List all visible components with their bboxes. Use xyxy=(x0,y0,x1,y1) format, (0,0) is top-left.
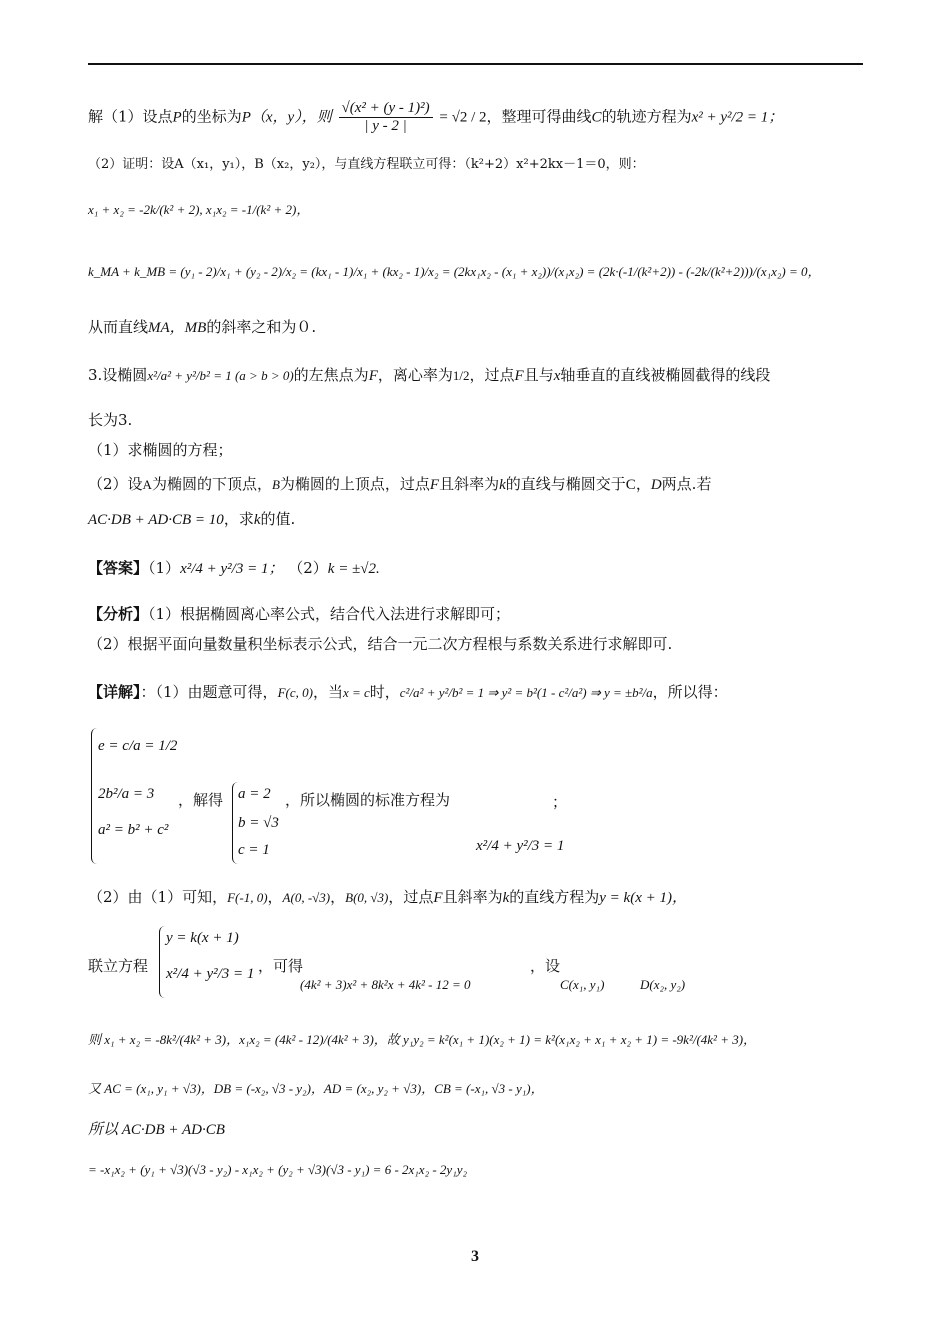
sub-question-2 xyxy=(88,474,864,495)
text: 的直线与椭圆交于 xyxy=(505,475,626,493)
text: （1）根据椭圆离心率公式，结合代入法进行求解即可； xyxy=(148,605,511,623)
detail-line-3-label: 联立方程 xyxy=(88,957,149,975)
prev-solution-line-3: x₁ + x₂ = -2k/(k² + 2), x₁x₂ = -1/(k² + 2)， xyxy=(88,202,310,217)
text: 轴垂直的直线被椭圆截得的线段 xyxy=(560,366,771,384)
focus-coordinate: F(c, 0) xyxy=(277,685,313,700)
text: （1） xyxy=(148,559,181,577)
text: 且与 xyxy=(523,366,554,384)
var: k xyxy=(499,477,506,493)
analysis-line-2: （2）根据平面向量数量积坐标表示公式，结合一元二次方程根与系数关系进行求解即可. xyxy=(88,635,673,653)
detail-line-5: 又 AC = (x₁, y₁ + √3)，DB = (-x₂, √3 - y₂)，AD = (x₂, y₂ + √3)，CB = (-x₁, √3 - y₁)， xyxy=(88,1081,544,1096)
text: 且斜率为 xyxy=(439,475,500,493)
quadratic-equation: (4k² + 3)x² + 8k²x + 4k² - 12 = 0 xyxy=(300,977,471,992)
detail-line-7: = -x₁x₂ + (y₁ + √3)(√3 - y₂) - x₁x₂ + (y₂ + √3)(√3 - y₁) = 6 - 2x₁x₂ - 2y₁y₂ xyxy=(88,1162,468,1177)
var: k xyxy=(253,512,261,528)
text: 的值. xyxy=(260,510,296,528)
detail-line-6: 所以 AC·DB + AD·CB xyxy=(88,1122,225,1138)
detail-label: 【详解】 xyxy=(88,683,141,701)
text: P（x，y），则 xyxy=(241,109,332,126)
var: C xyxy=(591,109,602,126)
text: 的轨迹方程为 xyxy=(601,107,692,126)
text: （2）设 xyxy=(88,475,143,493)
var: B xyxy=(271,477,280,492)
point-b: B(0, √3) xyxy=(345,890,389,905)
text: 的斜率之和为０. xyxy=(206,318,317,336)
text: 的坐标为 xyxy=(181,107,242,126)
var: F xyxy=(429,477,440,493)
system-brace-1 xyxy=(91,728,98,864)
text: 3.设椭圆 xyxy=(88,366,148,384)
var: x xyxy=(553,368,561,384)
focus-point: F(-1, 0) xyxy=(227,890,268,905)
var: D xyxy=(650,477,662,493)
ellipse-equation: x²/a² + y²/b² = 1 (a > b > 0) xyxy=(147,368,294,383)
var: k xyxy=(502,890,510,906)
header-rule xyxy=(88,63,863,65)
var: MA，MB xyxy=(148,320,207,336)
math: x = c xyxy=(342,685,370,700)
text: 时， xyxy=(369,683,400,701)
answer-label: 【答案】 xyxy=(88,559,149,577)
fraction-denominator: | y - 2 | xyxy=(364,118,407,134)
semicolon: ； xyxy=(552,793,568,811)
distance-ratio-fraction xyxy=(339,100,433,135)
ratio-value: = √2 / 2 xyxy=(439,109,487,126)
system-2-eq-3: c = 1 xyxy=(238,842,270,858)
var: F xyxy=(368,368,378,384)
prev-solution-line-2: （2）证明：设A（x₁，y₁），B（x₂，y₂），与直线方程联立可得：（k²+2）x²+2kx－1＝0，则： xyxy=(88,157,645,172)
derivation: c²/a² + y²/b² = 1 ⇒ y² = b²(1 - c²/a²) ⇒ y = ±b²/a xyxy=(399,685,653,700)
detail-line-2: （2）由（1）可知，F(-1, 0)，A(0, -√3)，B(0, √3)，过点F且斜率为k的直线方程为y = k(x + 1)， xyxy=(88,888,687,906)
text: ，整理可得曲线 xyxy=(486,107,592,126)
text: （2）由（1）可知， xyxy=(88,888,228,906)
prev-solution-line-4: k_MA + k_MB = (y₁ - 2)/x₁ + (y₂ - 2)/x₂ = (kx₁ - 1)/x₁ + (kx₂ - 1)/x₂ = (2kx₁x₂ - (x₁ + x₂))/(x₁x₂) = (2k·(-1/(k²+2)) - (-2k/(k²+2)))/(x₁x₂) = 0， xyxy=(88,264,821,279)
text: 为椭圆的下顶点， xyxy=(151,475,272,493)
text: ：（1）由题意可得， xyxy=(140,683,278,701)
detail-line-1 xyxy=(88,682,864,703)
prev-solution-line-1 xyxy=(88,100,864,135)
locus-equation: x² + y²/2 = 1； xyxy=(691,109,784,126)
text: ，过点 xyxy=(469,366,515,384)
point-a: A(0, -√3) xyxy=(282,890,331,905)
system-2-eq-1: a = 2 xyxy=(238,786,271,802)
text: ，求 xyxy=(223,510,254,528)
dot-product-condition: AC·DB + AD·CB = 10 xyxy=(88,512,224,528)
system-3-eq-2: x²/4 + y²/3 = 1 xyxy=(166,966,255,982)
text: 两点.若 xyxy=(661,475,712,493)
text: 解（1）设点 xyxy=(88,107,173,126)
detail-line-3-set: ，设 xyxy=(530,957,561,975)
var: F xyxy=(433,890,443,906)
text: 且斜率为 xyxy=(442,888,503,906)
system-1-eq-3: a² = b² + c² xyxy=(98,822,169,838)
text: 的左焦点为 xyxy=(293,366,369,384)
fraction-numerator: √(x² + (y - 1)²) xyxy=(339,100,433,118)
text: ， xyxy=(635,475,651,493)
prev-solution-line-5 xyxy=(88,317,864,338)
answer-section xyxy=(88,558,864,579)
analysis-label: 【分析】 xyxy=(88,605,149,623)
text: ，过点 xyxy=(388,888,434,906)
text: ，当 xyxy=(312,683,343,701)
page-number: 3 xyxy=(471,1248,479,1265)
text: 的直线方程为 xyxy=(509,888,600,906)
var: F xyxy=(514,368,524,384)
line-equation: y = k(x + 1)， xyxy=(599,890,687,906)
system-1-eq-2: 2b²/a = 3 xyxy=(98,786,155,802)
text: （2） xyxy=(288,559,328,577)
problem-statement xyxy=(88,365,864,386)
text: ，可得 xyxy=(258,957,304,975)
system-1-eq-1: e = c/a = 1/2 xyxy=(98,738,178,754)
system-brace-3 xyxy=(159,926,166,998)
var: P xyxy=(172,109,182,126)
system-2-eq-2: b = √3 xyxy=(238,815,279,831)
sub-question-1: （1）求椭圆的方程； xyxy=(88,441,233,459)
text: ，所以得： xyxy=(652,683,728,701)
point-d: D(x₂, y₂) xyxy=(640,977,686,992)
var: C xyxy=(625,477,636,493)
text: 从而直线 xyxy=(88,318,149,336)
point-c: C(x₁, y₁) xyxy=(560,977,605,992)
text: 为椭圆的上顶点，过点 xyxy=(279,475,430,493)
solve-text: ，解得 xyxy=(178,791,224,809)
standard-equation-text: ，所以椭圆的标准方程为 xyxy=(285,791,451,809)
detail-line-4: 则 x₁ + x₂ = -8k²/(4k² + 3)，x₁x₂ = (4k² - 12)/(4k² + 3)，故 y₁y₂ = k²(x₁ + 1)(x₂ + 1) = k²(x₁x₂ + x₁ + x₂ + 1) = -9k²/(4k² + 3)， xyxy=(88,1032,757,1047)
text: ，离心率为 xyxy=(377,366,453,384)
eccentricity-value: 1/2 xyxy=(452,368,470,383)
problem-statement-cont: 长为3. xyxy=(88,411,133,429)
answer-equation-2: k = ±√2. xyxy=(327,561,380,577)
system-3-eq-1: y = k(x + 1) xyxy=(166,930,239,946)
analysis-line-1 xyxy=(88,604,864,624)
standard-equation: x²/4 + y²/3 = 1 xyxy=(476,838,565,854)
sub-question-2-condition xyxy=(88,509,864,530)
answer-equation-1: x²/4 + y²/3 = 1； xyxy=(180,561,284,577)
var: A xyxy=(142,477,152,492)
